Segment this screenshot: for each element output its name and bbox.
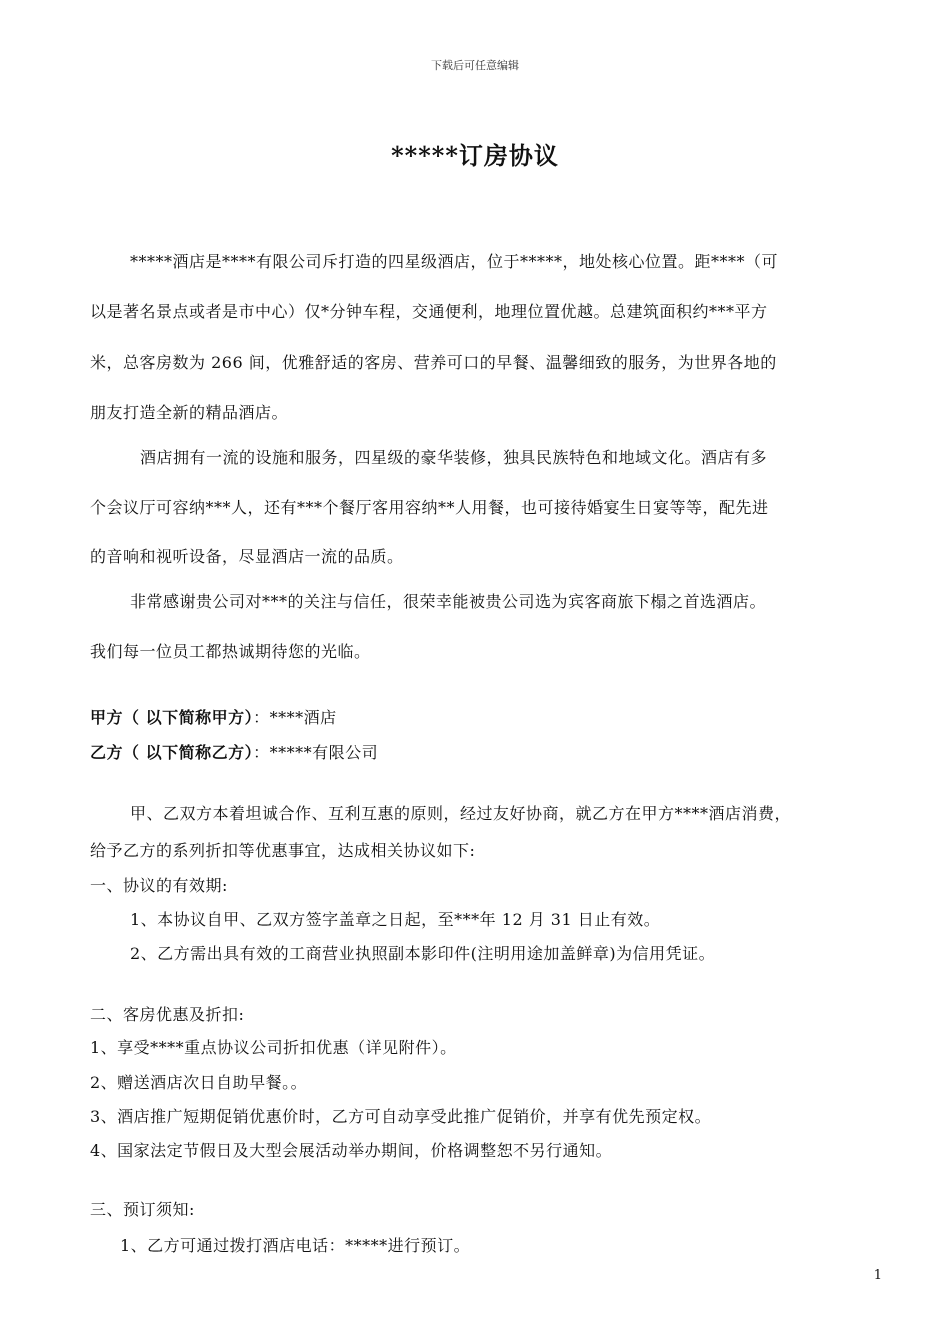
intro-line: 朋友打造全新的精品酒店。: [90, 403, 289, 422]
intro-line: 酒店拥有一流的设施和服务，四星级的豪华装修，独具民族特色和地域文化。酒店有多: [140, 448, 768, 467]
party-b-value: ：*****有限公司: [253, 743, 379, 762]
agreement-clause: 4、国家法定节假日及大型会展活动举办期间，价格调整恕不另行通知。: [90, 1141, 613, 1160]
intro-line: 的音响和视听设备，尽显酒店一流的品质。: [90, 547, 404, 566]
intro-line: *****酒店是****有限公司斥打造的四星级酒店，位于*****，地处核心位置。距****（可: [130, 252, 779, 271]
party-b-label: 乙方（ 以下简称乙方）: [90, 743, 254, 762]
intro-line: 以是著名景点或者是市中心）仅*分钟车程，交通便利，地理位置优越。总建筑面积约***平方: [90, 302, 768, 321]
header-note: 下载后可任意编辑: [431, 59, 519, 72]
party-a-value: ：****酒店: [253, 708, 337, 727]
party-b-line: [90, 740, 890, 763]
intro-line: 个会议厅可容纳***人，还有***个餐厅客用容纳**人用餐，也可接待婚宴生日宴等等，配先进: [90, 498, 769, 517]
agreement-line: 给予乙方的系列折扣等优惠事宜，达成相关协议如下:: [90, 841, 476, 860]
agreement-clause: 1、本协议自甲、乙双方签字盖章之日起，至***年 12 月 31 日止有效。: [130, 910, 661, 929]
section-heading: 一、协议的有效期:: [90, 876, 228, 895]
agreement-clause: 3、酒店推广短期促销优惠价时，乙方可自动享受此推广促销价，并享有优先预定权。: [90, 1107, 712, 1126]
party-a-line: [90, 705, 890, 728]
document-title: *****订房协议: [391, 141, 559, 170]
section-heading: 二、客房优惠及折扣:: [90, 1005, 245, 1024]
agreement-clause: 2、乙方需出具有效的工商营业执照副本影印件(注明用途加盖鲜章)为信用凭证。: [130, 944, 716, 963]
party-a-label: 甲方（ 以下简称甲方）: [90, 708, 254, 727]
agreement-clause: 2、赠送酒店次日自助早餐。。: [90, 1073, 308, 1092]
page-number: 1: [873, 1268, 882, 1283]
agreement-clause: 1、享受****重点协议公司折扣优惠（详见附件）。: [90, 1038, 457, 1057]
agreement-line: 甲、乙双方本着坦诚合作、互利互惠的原则，经过友好协商，就乙方在甲方****酒店消费，: [130, 804, 792, 823]
intro-line: 米，总客房数为 266 间，优雅舒适的客房、营养可口的早餐、温馨细致的服务，为世界各地的: [90, 353, 777, 372]
intro-line: 我们每一位员工都热诚期待您的光临。: [90, 642, 371, 661]
section-heading: 三、预订须知:: [90, 1200, 195, 1219]
agreement-clause: 1、乙方可通过拨打酒店电话：*****进行预订。: [120, 1236, 471, 1255]
intro-line: 非常感谢贵公司对***的关注与信任，很荣幸能被贵公司选为宾客商旅下榻之首选酒店。: [130, 592, 767, 611]
